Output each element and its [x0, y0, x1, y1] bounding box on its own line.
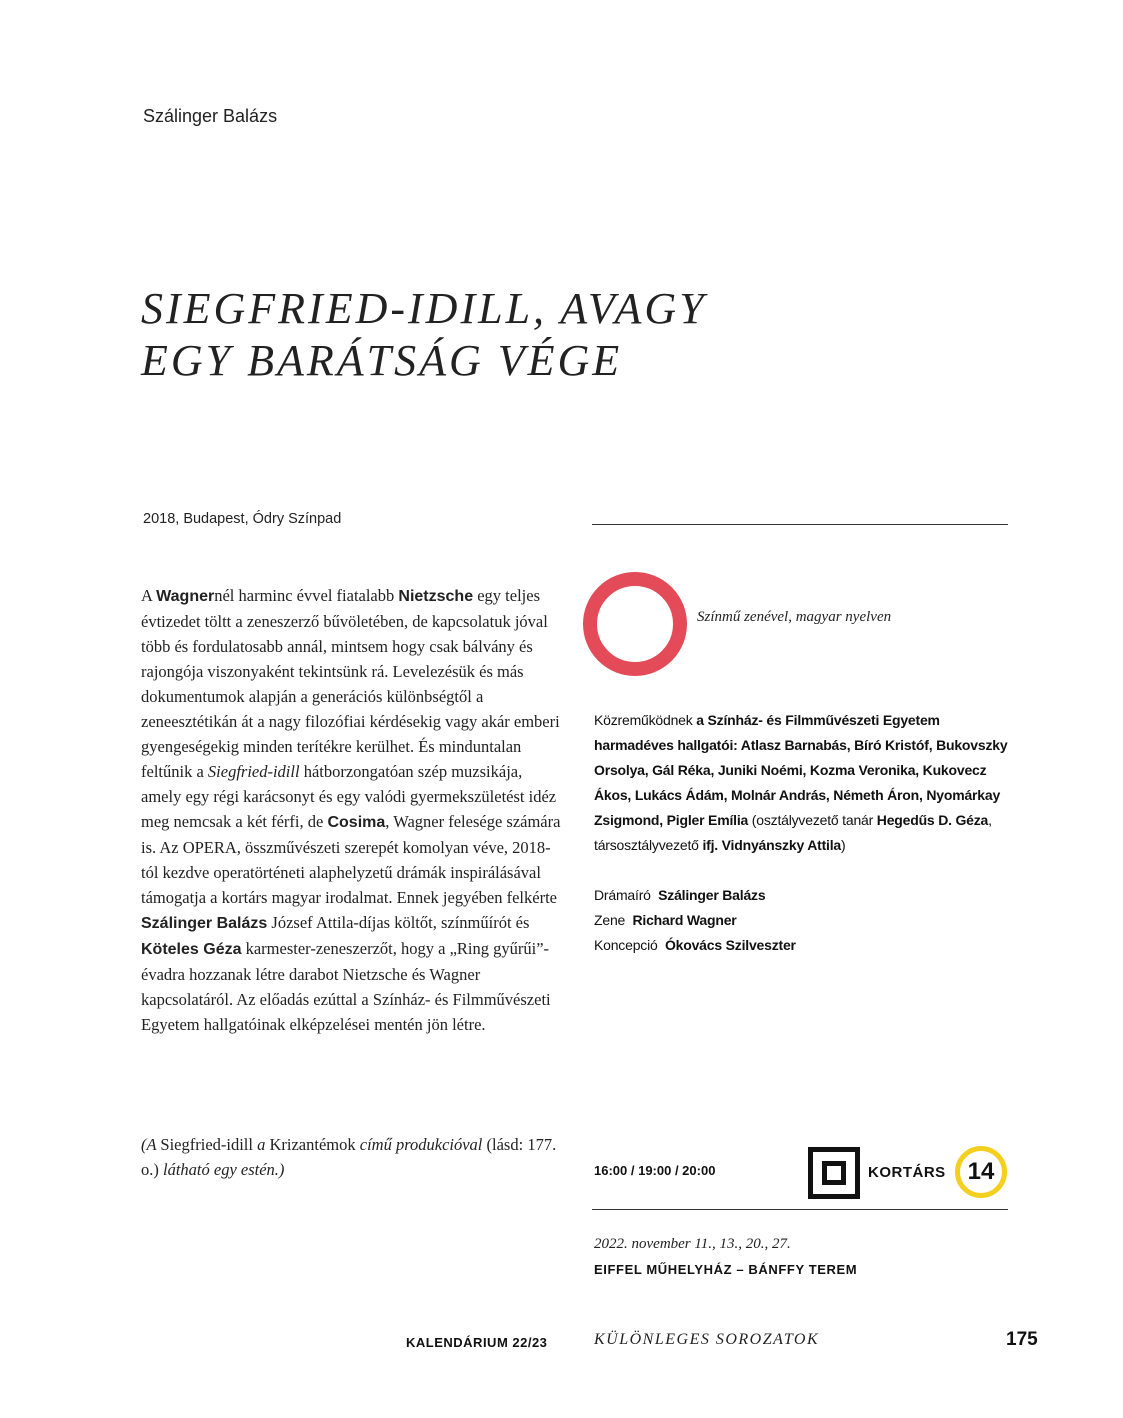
note-run: (lásd: 177. o.) — [141, 1135, 557, 1179]
note-run: Siegfried-idill — [160, 1135, 253, 1154]
body-run: , Wagner felesége számára is. Az OPERA, összművészeti szerepét komolyan véve, 2018-tól kezdve operatörténeti alaphelyzetű drámák inspirálásával támogatja a kortárs magyar irodalmat. Ennek jegyében felkérte — [141, 812, 561, 907]
body-run: József Attila-díjas költőt, színműírót és — [267, 913, 530, 932]
crew-row — [594, 883, 796, 908]
page-title — [141, 283, 707, 387]
body-text — [141, 583, 565, 1037]
note-run: című produkcióval — [355, 1135, 483, 1154]
credits-block — [594, 708, 1014, 858]
footer-kalendarium: KALENDÁRIUM 22/23 — [406, 1335, 548, 1350]
credits-run: (osztályvezető tanár — [748, 812, 877, 828]
note-run: (A — [141, 1135, 161, 1154]
credits-run: ifj. Vidnyánszky Attila — [702, 837, 842, 853]
body-run: Nietzsche — [398, 588, 474, 605]
crew-row — [594, 908, 796, 933]
note-run: Krizantémok — [269, 1135, 356, 1154]
body-run: Szálinger Balázs — [141, 915, 268, 932]
author-name: Szálinger Balázs — [143, 106, 278, 126]
genre-label: Színmű zenével, magyar nyelven — [697, 609, 892, 625]
credits-run: , társosztályvezető — [594, 812, 992, 853]
show-times: 16:00 / 19:00 / 20:00 — [594, 1163, 716, 1178]
footnote — [141, 1132, 565, 1182]
crew-row — [594, 933, 796, 958]
body-run: Wagner — [156, 588, 215, 605]
venue-name: EIFFEL MŰHELYHÁZ – BÁNFFY TEREM — [594, 1262, 858, 1277]
crew-role: Koncepció — [594, 937, 665, 953]
ring-icon — [583, 572, 687, 676]
note-run: a — [252, 1135, 270, 1154]
divider-bottom — [592, 1209, 1008, 1210]
crew-person: Szálinger Balázs — [658, 887, 766, 903]
divider-top — [592, 524, 1008, 525]
crew-role: Drámaíró — [594, 887, 659, 903]
credits-run: Közreműködnek — [594, 712, 697, 728]
performance-dates: 2022. november 11., 13., 20., 27. — [594, 1236, 791, 1252]
title-line-1: SIEGFRIED-IDILL, AVAGY — [141, 284, 707, 333]
note-run: látható egy estén.) — [158, 1160, 285, 1179]
credits-run: Hegedűs D. Géza — [876, 812, 989, 828]
premiere-info: 2018, Budapest, Ódry Színpad — [143, 511, 342, 527]
title-line-2: EGY BARÁTSÁG VÉGE — [141, 336, 623, 385]
body-run: Köteles Géza — [141, 941, 242, 958]
body-run: Siegfried-idill — [207, 762, 300, 781]
body-run: hátborzongatóan szép muzsikája, amely egy régi karácsonyt és egy valódi gyermekszületést idéz meg nemcsak a két férfi, de — [141, 762, 557, 831]
age-rating-badge: 14 — [955, 1146, 1007, 1198]
crew-list — [594, 883, 796, 958]
credits-run: ) — [841, 837, 846, 853]
crew-role: Zene — [594, 912, 633, 928]
footer-section: KÜLÖNLEGES SOROZATOK — [594, 1331, 820, 1348]
body-run: karmester-zeneszerzőt, hogy a „Ring gyűrűi”-évadra hozzanak létre darabot Nietzsche és Wagner kapcsolatáról. Az előadás ezúttal a Színház- és Filmművészeti Egyetem hallgatóinak elképzelései mentén jön létre. — [141, 939, 551, 1034]
page-number: 175 — [1006, 1329, 1038, 1350]
series-square-icon — [808, 1147, 860, 1199]
body-run: nél harminc évvel fiatalabb — [214, 586, 399, 605]
body-run: egy teljes évtizedet töltt a zeneszerző bűvöletében, de kapcsolatuk jóval több és fordulatosabb annál, mintsem hogy csak bálvány és rajongója viszonyaként tekintsünk rá. Levelezésük és más dokumentumok alapján a generációs különbségtől a zeneesztétikán át a nagy filozófiai kérdésekig vagy akár emberi gyengeségekig minden terítékre kerülhet. És minduntalan feltűnik a — [141, 586, 560, 781]
body-run: Cosima — [327, 814, 386, 831]
crew-person: Richard Wagner — [632, 912, 737, 928]
series-name: KORTÁRS — [868, 1164, 946, 1181]
credits-run: a Színház- és Filmművészeti Egyetem harmadéves hallgatói: Atlasz Barnabás, Bíró Kristóf, Bukovszky Orsolya, Gál Réka, Juniki Noémi, Kozma Veronika, Kukovecz Ákos, Lukács Ádám, Molnár András, Németh Áron, Nyomárkay Zsigmond, Pigler Emília — [594, 712, 1008, 828]
crew-person: Ókovács Szilveszter — [664, 937, 796, 953]
body-run: A — [141, 586, 157, 605]
